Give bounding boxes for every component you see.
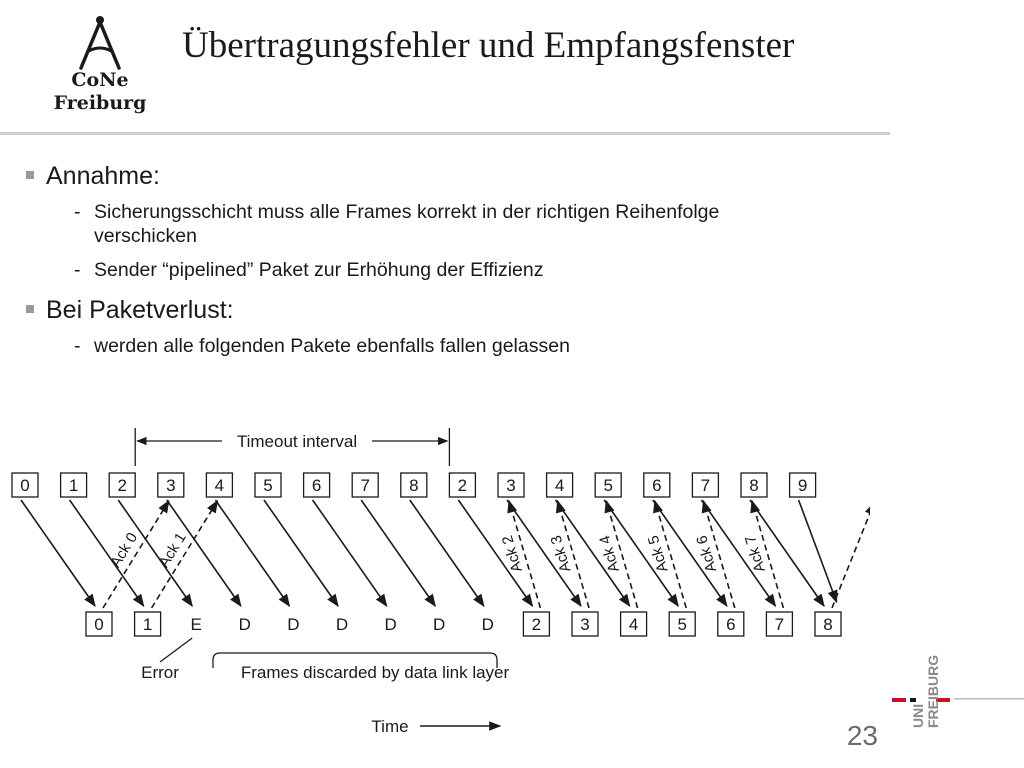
receiver-frame-label: D — [433, 615, 446, 634]
go-back-n-diagram — [0, 410, 870, 750]
time-label: Time — [371, 717, 409, 736]
sub-bullet-text: Sicherungsschicht muss alle Frames korrekt in der richtigen Reihenfolge verschicken — [94, 201, 720, 247]
slide-number: 23 — [846, 720, 878, 751]
frame-arrow — [215, 500, 289, 606]
logo-red-bar — [892, 698, 906, 702]
sub-bullet-text: Sender “pipelined” Paket zur Erhöhung der Effizienz — [94, 259, 544, 281]
receiver-frame-label: 5 — [677, 615, 687, 634]
sender-frame-label: 4 — [554, 476, 565, 495]
sender-frame-label: 2 — [117, 476, 127, 495]
logo-grey-line — [954, 698, 1024, 700]
receiver-frame-label: D — [287, 615, 300, 634]
sender-frame-label: 3 — [506, 476, 516, 495]
logo-line-2: Freiburg — [53, 92, 147, 114]
receiver-frame-label: 8 — [823, 615, 833, 634]
frame-arrow — [799, 500, 837, 602]
ack-label: Ack 4 — [596, 533, 624, 575]
frame-arrow — [458, 500, 532, 606]
bullet-square-icon — [26, 171, 34, 179]
frame-arrow — [21, 500, 95, 606]
error-label: Error — [141, 663, 179, 682]
sender-frame-label: 4 — [214, 476, 225, 495]
sender-frame-label: 6 — [311, 476, 322, 495]
slide-title: Übertragungsfehler und Empfangsfenster — [182, 25, 795, 66]
antenna-a-icon — [40, 14, 160, 74]
cone-freiburg-logo — [40, 14, 160, 124]
receiver-frame-label: 6 — [726, 615, 736, 634]
sender-frame-label: 3 — [166, 476, 176, 495]
sender-frame-label: 6 — [652, 476, 662, 495]
sender-frame-label: 7 — [360, 476, 370, 495]
ack-label: Ack 1 — [155, 529, 190, 571]
sender-frame-label: 8 — [409, 476, 419, 495]
sub-bullet-text: werden alle folgenden Pakete ebenfalls fallen gelassen — [94, 335, 570, 357]
logo-line-1: CoNe — [71, 69, 129, 91]
error-pointer — [160, 638, 192, 662]
frame-arrow — [264, 500, 338, 606]
receiver-frame-label: D — [335, 615, 349, 634]
receiver-frame-label: 4 — [628, 615, 639, 634]
sender-frame-label: 5 — [603, 476, 613, 495]
sub-bullet — [46, 200, 806, 248]
receiver-frame-label: E — [190, 615, 202, 634]
title-divider — [0, 132, 890, 135]
receiver-frame-label: 1 — [142, 615, 153, 634]
sender-frame-label: 9 — [797, 476, 808, 495]
sender-frame-label: 7 — [700, 476, 711, 495]
sub-bullet-list — [46, 334, 806, 358]
ack-label: Ack 2 — [498, 533, 526, 575]
frame-arrow — [410, 500, 484, 606]
ack-label: Ack 5 — [644, 533, 672, 575]
receiver-frame-label: 7 — [774, 615, 785, 634]
sub-bullet — [46, 258, 806, 282]
uni-freiburg-logo — [890, 640, 1024, 740]
logo-freiburg-text: FREIBURG — [925, 654, 941, 728]
dash-icon: - — [74, 259, 81, 281]
ack-arrow — [832, 503, 870, 608]
receiver-frame-label: 2 — [531, 615, 542, 634]
sub-bullet — [46, 334, 806, 358]
bullet-square-icon — [26, 305, 34, 313]
ack-label: Ack 3 — [547, 533, 575, 575]
timeout-label: Timeout interval — [236, 432, 358, 451]
bullet-paketverlust — [26, 292, 806, 358]
frame-arrow — [361, 500, 435, 606]
sender-frame-label: 8 — [749, 476, 759, 495]
sender-frame-label: 1 — [68, 476, 79, 495]
bullet-annahme — [26, 158, 806, 282]
sender-frame-label: 0 — [20, 476, 30, 495]
bullet-text: Bei Paketverlust: — [46, 296, 234, 324]
sender-frame-label: 5 — [263, 476, 273, 495]
ack-label: Ack 7 — [741, 533, 769, 575]
receiver-frame-label: D — [238, 615, 251, 634]
ack-label: Ack 6 — [693, 533, 721, 575]
dash-icon: - — [74, 201, 81, 223]
receiver-frame-label: 3 — [580, 615, 590, 634]
ack-label: Ack 0 — [107, 529, 142, 571]
receiver-frame-label: D — [481, 615, 494, 634]
logo-uni-text: UNI — [910, 703, 926, 728]
sender-frame-label: 2 — [457, 476, 468, 495]
receiver-frame-label: 0 — [94, 615, 104, 634]
discard-label: Frames discarded by data link layer — [240, 663, 510, 682]
bullet-text: Annahme: — [46, 162, 160, 190]
frame-arrow — [70, 500, 144, 606]
receiver-frame-label: D — [384, 615, 397, 634]
bullet-list — [26, 158, 806, 368]
logo-black-bar — [910, 698, 916, 702]
sub-bullet-list — [46, 200, 806, 282]
dash-icon: - — [74, 335, 81, 357]
frame-arrow — [313, 500, 387, 606]
